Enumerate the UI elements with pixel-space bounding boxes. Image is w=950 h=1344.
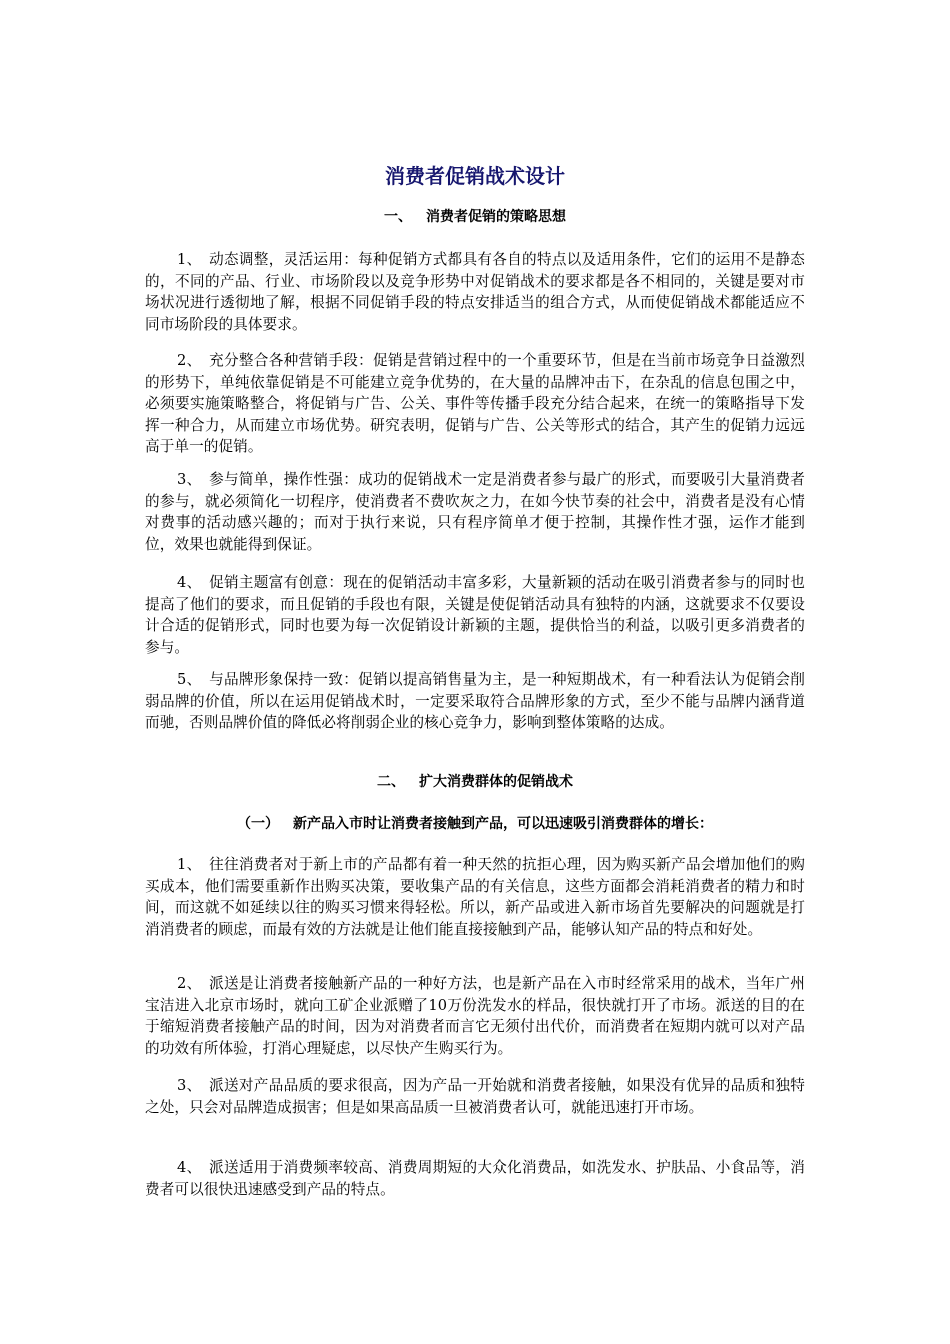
section-1-paragraph-2: 2、 充分整合各种营销手段：促销是营销过程中的一个重要环节，但是在当前市场竞争日益激烈的形势下，单纯依靠促销是不可能建立竞争优势的，在大量的品牌冲击下，在杂乱的信息包围之中，必须要实施策略整合，将促销与广告、公关、事件等传播手段充分结合起来，在统一的策略指导下发挥一种合力，从而建立市场优势。研究表明，促销与广告、公关等形式的结合，其产生的促销力远远高于单一的促销。 [145,352,805,456]
section-2-subheading-number: （一） [237,816,279,832]
section-2-heading [145,772,805,792]
section-2-subheading [145,814,805,834]
document-title: 消费者促销战术设计 [385,164,565,188]
section-2-paragraph-2: 2、 派送是让消费者接触新产品的一种好方法，也是新产品在入市时经常采用的战术，当年广州宝洁进入北京市场时，就向工矿企业派赠了10万份洗发水的样品，很快就打开了市场。派送的目的在于缩短消费者接触产品的时间，因为对消费者而言它无须付出代价，而消费者在短期内就可以对产品的功效有所体验，打消心理疑虑，以尽快产生购买行为。 [145,975,805,1057]
section-2-paragraph-1: 1、 往往消费者对于新上市的产品都有着一种天然的抗拒心理，因为购买新产品会增加他们的购买成本，他们需要重新作出购买决策，要收集产品的有关信息，这些方面都会消耗消费者的精力和时间，而这就不如延续以往的购买习惯来得轻松。所以，新产品或进入新市场首先要解决的问题就是打消消费者的顾虑，而最有效的方法就是让他们能直接接触到产品，能够认知产品的特点和好处。 [145,856,805,938]
section-1-heading [145,207,805,227]
section-2-number: 二、 [377,774,405,790]
section-2-subheading-title: 新产品入市时让消费者接触到产品，可以迅速吸引消费群体的增长： [293,816,713,832]
section-2-paragraph-3: 3、 派送对产品品质的要求很高，因为产品一开始就和消费者接触，如果没有优异的品质和独特之处，只会对品牌造成损害；但是如果高品质一旦被消费者认可，就能迅速打开市场。 [145,1077,805,1116]
section-1-paragraph-3: 3、 参与简单，操作性强：成功的促销战术一定是消费者参与最广的形式，而要吸引大量消费者的参与，就必须简化一切程序，使消费者不费吹灰之力，在如今快节奏的社会中，消费者是没有心情对费事的活动感兴趣的；而对于执行来说，只有程序简单才便于控制，其操作性才强，运作才能到位，效果也就能得到保证。 [145,471,805,553]
section-1-title: 消费者促销的策略思想 [426,209,566,225]
section-1-number: 一、 [384,209,412,225]
section-2-title: 扩大消费群体的促销战术 [419,774,573,790]
section-1-paragraph-4: 4、 促销主题富有创意：现在的促销活动丰富多彩，大量新颖的活动在吸引消费者参与的同时也提高了他们的要求，而且促销的手段也有限，关键是使促销活动具有独特的内涵，这就要求不仅要设计合适的促销形式，同时也要为每一次促销设计新颖的主题，提供恰当的利益，以吸引更多消费者的参与。 [145,574,805,656]
section-2-paragraph-4: 4、 派送适用于消费频率较高、消费周期短的大众化消费品，如洗发水、护肤品、小食品等，消费者可以很快迅速感受到产品的特点。 [145,1159,805,1198]
section-1-paragraph-1: 1、 动态调整，灵活运用：每种促销方式都具有各自的特点以及适用条件，它们的运用不是静态的，不同的产品、行业、市场阶段以及竞争形势中对促销战术的要求都是各不相同的，关键是要对市场状况进行透彻地了解，根据不同促销手段的特点安排适当的组合方式，从而使促销战术都能适应不同市场阶段的具体要求。 [145,251,805,333]
section-1-paragraph-5: 5、 与品牌形象保持一致：促销以提高销售量为主，是一种短期战术，有一种看法认为促销会削弱品牌的价值，所以在运用促销战术时，一定要采取符合品牌形象的方式，至少不能与品牌内涵背道而驰，否则品牌价值的降低必将削弱企业的核心竞争力，影响到整体策略的达成。 [145,671,805,732]
